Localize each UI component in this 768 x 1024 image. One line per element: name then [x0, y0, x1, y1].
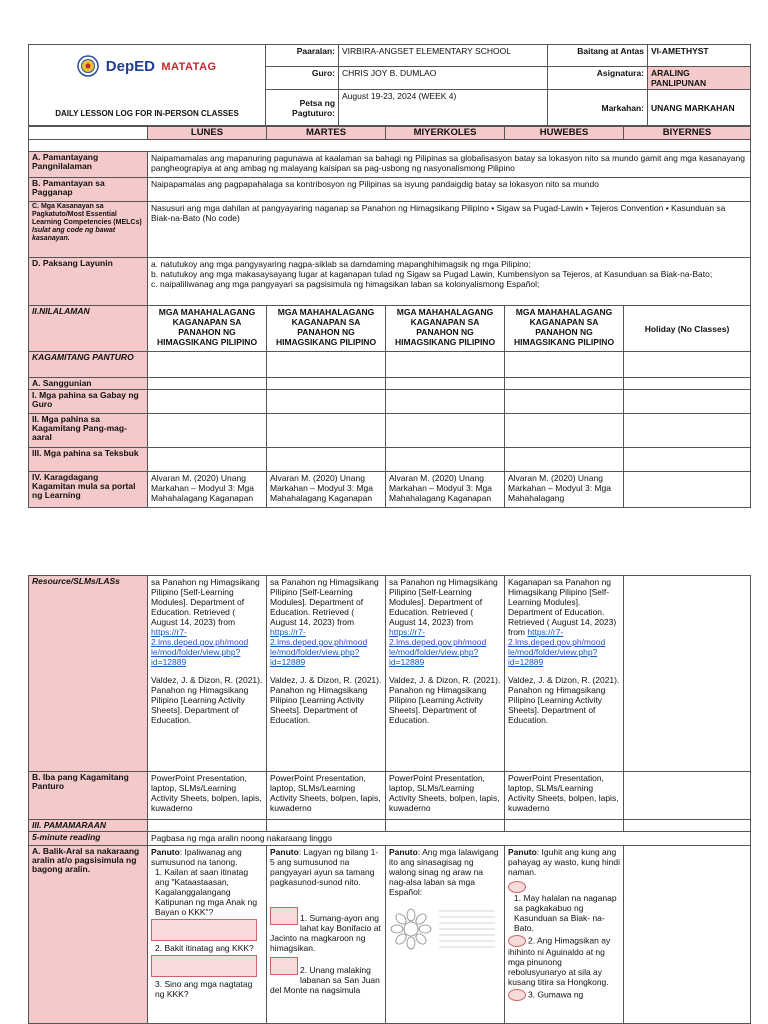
- school-label: Paaralan:: [266, 45, 339, 67]
- empty-cell: [148, 352, 267, 378]
- five-minute-reading-text: Pagbasa ng mga aralin noong nakaraang linggo: [148, 832, 751, 846]
- empty-cell: [624, 448, 751, 472]
- statement-3: 3. Gumawa ng: [528, 989, 584, 1000]
- karagdagang-kagamitan-label: IV. Karagdagang Kagamitan mula sa portal ng Learning: [29, 472, 148, 508]
- number-box-1[interactable]: [270, 907, 298, 925]
- answer-oval-1[interactable]: [508, 881, 526, 893]
- iba-lunes: PowerPoint Presentation, laptop, SLMs/Learning Activity Sheets, bolpen, lapis, kuwaderno: [148, 772, 267, 820]
- ref-valdez: Valdez, J. & Dizon, R. (2021). Panahon ng Himagsikang Pilipino [Learning Activity Sheets]. Department of Education.: [508, 675, 620, 725]
- date-label: Petsa ng Pagtuturo:: [266, 90, 339, 126]
- number-box-2[interactable]: [270, 957, 298, 975]
- pang-mag-aaral-label: II. Mga pahina sa Kagamitang Pang-mag-aaral: [29, 414, 148, 448]
- question-3: 3. Sino ang mga nagtatag ng KKK?: [155, 979, 253, 999]
- ref-link[interactable]: https://r7-2.lms.deped.gov.ph/mood le/mod/folder/view.php?id=12889: [151, 627, 249, 667]
- answer-box-2[interactable]: [151, 955, 257, 977]
- empty-cell: [386, 414, 505, 448]
- lesson-log-header-table: [28, 44, 751, 126]
- ref-cont: sa Panahon ng Himagsikang Pilipino [Self-Learning Modules]. Department of Education. Retrieved ( August 14, 2023) from https://r7-2.lms.deped.gov.ph/mood le/mod/folder/view.php?id=12889: [389, 577, 498, 667]
- empty-cell: [624, 390, 751, 414]
- empty-cell: [624, 576, 751, 772]
- empty-cell: [505, 378, 624, 390]
- panuto-text: : Iguhit ang kung ang pahayag ay wasto, kung hindi naman.: [508, 847, 620, 877]
- balik-aral-label: A. Balik-Aral sa nakaraang aralin at/o pagsisimula ng bagong aralin.: [29, 846, 148, 1024]
- ref-valdez: Valdez, J. & Dizon, R. (2021). Panahon ng Himagsikang Pilipino [Learning Activity Sheets]. Department of Education.: [270, 675, 382, 725]
- date-value: August 19-23, 2024 (WEEK 4): [339, 90, 548, 126]
- teksbuk-label: III. Mga pahina sa Teksbuk: [29, 448, 148, 472]
- grade-value: VI-AMETHYST: [648, 45, 751, 67]
- deped-seal-icon: [77, 55, 99, 79]
- ref-top-miyerkoles: Alvaran M. (2020) Unang Markahan – Modyul 3: Mga Mahahalagang Kaganapan: [386, 472, 505, 508]
- nilalaman-lunes: MGA MAHAHALAGANG KAGANAPAN SA PANAHON NG HIMAGSIKANG PILIPINO: [148, 306, 267, 352]
- panuto-label: Panuto: [508, 847, 537, 857]
- event-2: 2. Unang malaking labanan sa San Juan del Monte na nagsimula: [270, 965, 380, 995]
- deped-logo: DepED: [105, 58, 155, 76]
- day-header-lunes: LUNES: [148, 127, 267, 140]
- panuto-text: : Ipaliwanag ang sumusunod na tanong.: [151, 847, 242, 867]
- statement-2: 2. Ang Himagsikan ay ihihinto ni Aguinaldo at ng mga pinunong rebolusyunaryo at sila ay kusang titira sa Hongkong.: [508, 935, 611, 987]
- holiday-biyernes: Holiday (No Classes): [624, 306, 751, 352]
- empty-cell: [624, 414, 751, 448]
- empty-cell: [624, 378, 751, 390]
- iba-miyerkoles: PowerPoint Presentation, laptop, SLMs/Learning Activity Sheets, bolpen, lapis, kuwaderno: [386, 772, 505, 820]
- empty-cell: [624, 472, 751, 508]
- pamantayang-pangnilalaman-label: A. Pamantayang Pangnilalaman: [29, 152, 148, 178]
- empty-cell: [505, 820, 624, 832]
- ref-valdez: Valdez, J. & Dizon, R. (2021). Panahon ng Himagsikang Pilipino [Learning Activity Sheets]. Department of Education.: [151, 675, 263, 725]
- school-value: VIRBIRA-ANGSET ELEMENTARY SCHOOL: [339, 45, 548, 67]
- ref-cont: Kaganapan sa Panahon ng Himagsikang Pilipino [Self-Learning Modules]. Department of Education. Retrieved ( August 14, 2023) from https://r7-2.lms.deped.gov.ph/mood le/mod/folder/view.php?id=12889: [508, 577, 617, 667]
- event-1: 1. Sumang-ayon ang lahat kay Bonifacio at Jacinto na magkaroon ng himagsikan.: [270, 913, 381, 953]
- balik-aral-martes: [267, 846, 386, 1024]
- empty-cell: [386, 448, 505, 472]
- panuto-text: : Lagyan ng bilang 1-5 ang sumusunod na pangyayari ayun sa tamang pagkasunod-sunod nito.: [270, 847, 379, 887]
- empty-cell: [148, 820, 267, 832]
- quarter-value: UNANG MARKAHAN: [648, 90, 751, 126]
- pamantayang-pangnilalaman-text: Naipamamalas ang mapanuring pagunawa at kaalaman sa bahagi ng Pilipinas sa globalisasyon batay sa lokasyon nito sa mundo gamit ang mga kasanayang pangheograpiya at ang ambag ng malayang kaisipan sa pag-usbong ng nasyonalismong Pilipino: [148, 152, 751, 178]
- panuto-text: : Ang mga lalawigang ito ang sinasagisag ng walong sinag ng araw na nag-alsa laban sa mga Español:: [389, 847, 499, 897]
- day-header-martes: MARTES: [267, 127, 386, 140]
- logo-cell: [29, 45, 266, 90]
- empty-cell: [505, 448, 624, 472]
- lesson-log-table-page2: [28, 575, 751, 1024]
- ref-top-huwebes: Alvaran M. (2020) Unang Markahan – Modyul 3: Mga Mahahalagang: [505, 472, 624, 508]
- layunin-c: c. naipaliliwanag ang mga pangyayari sa pagsisimula ng himagsikan laban sa kolonyalismong Español;: [151, 279, 540, 289]
- melc-text: Nasusuri ang mga dahilan at pangyayaring naganap sa Panahon ng Himagsikang Pilipino • Sigaw sa Pugad-Lawin • Tejeros Convention • Kasunduan sa Biak-na-Bato (No code): [148, 202, 751, 258]
- nilalaman-martes: MGA MAHAHALAGANG KAGANAPAN SA PANAHON NG HIMAGSIKANG PILIPINO: [267, 306, 386, 352]
- lesson-log-table-page1: [28, 126, 751, 508]
- ref-cont: sa Panahon ng Himagsikang Pilipino [Self-Learning Modules]. Department of Education. Retrieved ( August 14, 2023) from https://r7-2.lms.deped.gov.ph/mood le/mod/folder/view.php?id=12889: [151, 577, 260, 667]
- nilalaman-huwebes: MGA MAHAHALAGANG KAGANAPAN SA PANAHON NG HIMAGSIKANG PILIPINO: [505, 306, 624, 352]
- empty-cell: [624, 820, 751, 832]
- sun-drawing: [389, 907, 501, 953]
- nilalaman-label: II.NILALAMAN: [29, 306, 148, 352]
- ref-cont: sa Panahon ng Himagsikang Pilipino [Self-Learning Modules]. Department of Education. Retrieved ( August 14, 2023) from https://r7-2.lms.deped.gov.ph/mood le/mod/folder/view.php?id=12889: [270, 577, 379, 667]
- pamamaraan-label: III. PAMAMARAAN: [29, 820, 148, 832]
- balik-aral-huwebes: [505, 846, 624, 1024]
- quarter-label: Markahan:: [548, 90, 648, 126]
- resource-martes: [267, 576, 386, 772]
- answer-oval-3[interactable]: [508, 989, 526, 1001]
- question-2: 2. Bakit itinatag ang KKK?: [155, 943, 254, 953]
- matatag-logo: MATATAG: [161, 61, 217, 74]
- panuto-label: Panuto: [389, 847, 418, 857]
- empty-cell: [386, 378, 505, 390]
- day-header-biyernes: BIYERNES: [624, 127, 751, 140]
- statement-1: 1. May halalan na naganap sa pagkakabuo ng Kasunduan sa Biak- na-Bato.: [514, 893, 617, 933]
- iba-huwebes: PowerPoint Presentation, laptop, SLMs/Learning Activity Sheets, bolpen, lapis, kuwaderno: [505, 772, 624, 820]
- nilalaman-miyerkoles: MGA MAHAHALAGANG KAGANAPAN SA PANAHON NG HIMAGSIKANG PILIPINO: [386, 306, 505, 352]
- empty-cell: [624, 772, 751, 820]
- empty-cell: [267, 378, 386, 390]
- empty-cell: [505, 352, 624, 378]
- panuto-label: Panuto: [151, 847, 180, 857]
- empty-cell: [148, 378, 267, 390]
- empty-cell: [386, 820, 505, 832]
- empty-cell: [386, 390, 505, 414]
- gabay-ng-guro-label: I. Mga pahina sa Gabay ng Guro: [29, 390, 148, 414]
- empty-cell: [624, 846, 751, 1024]
- empty-cell: [148, 390, 267, 414]
- subject-label: Asignatura:: [548, 67, 648, 90]
- empty-cell: [267, 820, 386, 832]
- ref-link[interactable]: https://r7-2.lms.deped.gov.ph/mood le/mod/folder/view.php?id=12889: [270, 627, 368, 667]
- teacher-value: CHRIS JOY B. DUMLAO: [339, 67, 548, 90]
- subject-value: ARALING PANLIPUNAN: [648, 67, 751, 90]
- balik-aral-miyerkoles: [386, 846, 505, 1024]
- question-1: 1. Kailan at saan itinatag ang "Kataastaasan, Kagalanggalangang Katipunan ng mga Anak ng Bayan o KKK"?: [155, 867, 258, 917]
- ref-top-martes: Alvaran M. (2020) Unang Markahan – Modyul 3: Mga Mahahalagang Kaganapan: [267, 472, 386, 508]
- log-title: DAILY LESSON LOG FOR IN-PERSON CLASSES: [29, 90, 266, 126]
- layunin-a: a. natutukoy ang mga pangyayaring nagpa-siklab sa damdaming mapanghihimagsik ng mga Pilipino;: [151, 259, 531, 269]
- five-minute-reading-label: 5-minute reading: [29, 832, 148, 846]
- ref-valdez: Valdez, J. & Dizon, R. (2021). Panahon ng Himagsikang Pilipino [Learning Activity Sheets]. Department of Education.: [389, 675, 501, 725]
- sanggunian-label: A. Sanggunian: [29, 378, 148, 390]
- pamantayan-sa-pagganap-label: B. Pamantayan sa Pagganap: [29, 178, 148, 202]
- paksang-layunin-label: D. Paksang Layunin: [29, 258, 148, 306]
- grade-label: Baitang at Antas: [548, 45, 648, 67]
- day-header-huwebes: HUWEBES: [505, 127, 624, 140]
- empty-cell: [624, 352, 751, 378]
- empty-cell: [505, 390, 624, 414]
- resource-miyerkoles: [386, 576, 505, 772]
- iba-pang-kagamitan-label: B. Iba pang Kagamitang Panturo: [29, 772, 148, 820]
- ref-link[interactable]: https://r7-2.lms.deped.gov.ph/mood le/mod/folder/view.php?id=12889: [389, 627, 487, 667]
- spacer-row: [29, 140, 751, 152]
- empty-cell: [267, 448, 386, 472]
- pamantayan-sa-pagganap-text: Naipapamalas ang pagpapahalaga sa kontribosyon ng Pilipinas sa isyung pandaigdig batay sa lokasyon nito sa mundo: [148, 178, 751, 202]
- answer-lines: [439, 907, 495, 953]
- teacher-label: Guro:: [266, 67, 339, 90]
- resource-slms-label: Resource/SLMs/LASs: [29, 576, 148, 772]
- empty-cell: [267, 352, 386, 378]
- resource-lunes: [148, 576, 267, 772]
- answer-box-1[interactable]: [151, 919, 257, 941]
- answer-oval-2[interactable]: [508, 935, 526, 947]
- empty-cell: [267, 390, 386, 414]
- corner-cell: [29, 127, 148, 140]
- empty-cell: [386, 352, 505, 378]
- resource-huwebes: [505, 576, 624, 772]
- panuto-label: Panuto: [270, 847, 299, 857]
- ref-link[interactable]: https://r7-2.lms.deped.gov.ph/mood le/mod/folder/view.php?id=12889: [508, 627, 606, 667]
- sun-icon: [389, 907, 433, 953]
- kagamitang-panturo-label: KAGAMITANG PANTURO: [29, 352, 148, 378]
- layunin-b: b. natutukoy ang mga makasaysayang lugar at kaganapan tulad ng Sigaw sa Pugad Lawin, Kumbensiyon sa Tejeros, at Kasunduan sa Biak-na-Bato;: [151, 269, 713, 279]
- balik-aral-lunes: [148, 846, 267, 1024]
- day-header-miyerkoles: MIYERKOLES: [386, 127, 505, 140]
- melc-label: C. Mga Kasanayan sa Pagkatuto/Most Essential Learning Competencies (MELCs): [32, 203, 142, 226]
- melc-label-cell: [29, 202, 148, 258]
- iba-martes: PowerPoint Presentation, laptop, SLMs/Learning Activity Sheets, bolpen, lapis, kuwaderno: [267, 772, 386, 820]
- empty-cell: [148, 414, 267, 448]
- empty-cell: [148, 448, 267, 472]
- ref-top-lunes: Alvaran M. (2020) Unang Markahan – Modyul 3: Mga Mahahalagang Kaganapan: [148, 472, 267, 508]
- paksang-layunin-cell: [148, 258, 751, 306]
- empty-cell: [267, 414, 386, 448]
- empty-cell: [505, 414, 624, 448]
- melc-note: Isulat ang code ng bawat kasanayan.: [32, 227, 116, 242]
